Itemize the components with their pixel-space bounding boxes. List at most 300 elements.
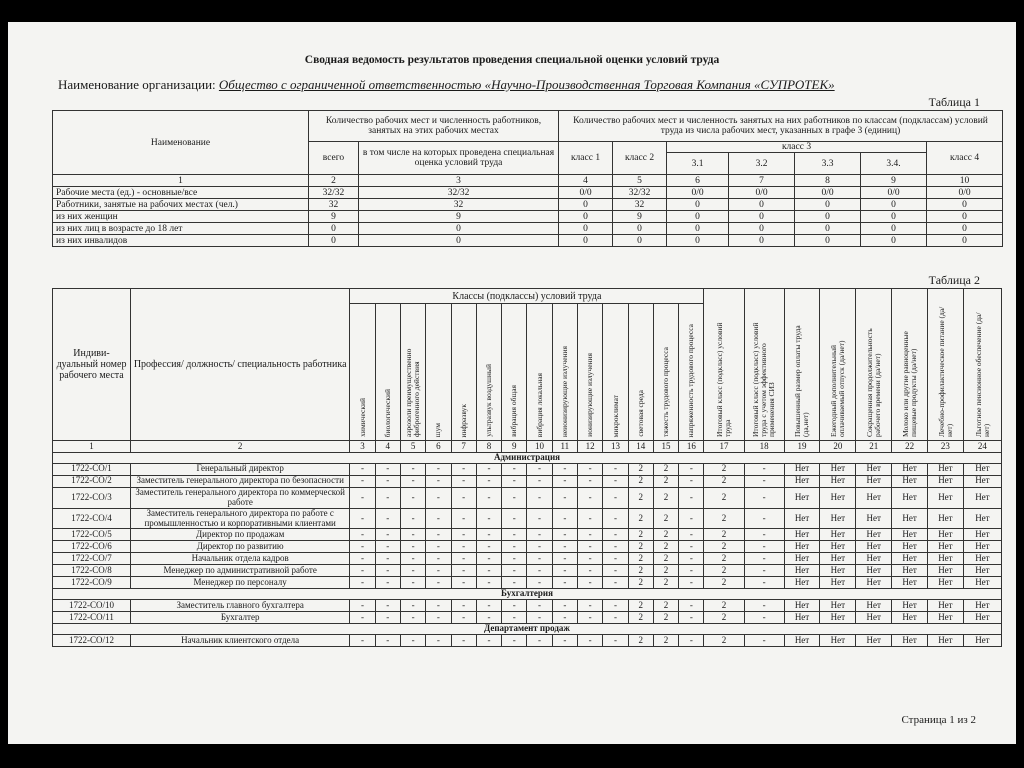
table-row bbox=[53, 577, 1002, 589]
class-cell: - bbox=[400, 577, 425, 589]
class-cell: 2 bbox=[704, 577, 744, 589]
class-cell: Нет bbox=[892, 508, 928, 529]
class-cell: Нет bbox=[856, 612, 892, 624]
class-cell: - bbox=[350, 475, 375, 487]
class-cell: - bbox=[552, 508, 577, 529]
class-cell: - bbox=[375, 541, 400, 553]
workplace-profession: Заместитель главного бухгалтера bbox=[131, 600, 350, 612]
class-cell: - bbox=[476, 565, 501, 577]
t2-col-number: 23 bbox=[927, 441, 963, 453]
t1-cell: 32 bbox=[613, 199, 667, 211]
t1-cell: 0 bbox=[729, 199, 795, 211]
class-cell: - bbox=[679, 508, 704, 529]
t1-col-number: 9 bbox=[861, 175, 927, 187]
table-row bbox=[53, 541, 1002, 553]
t1-header-class3: класс 3 bbox=[667, 142, 927, 153]
t1-cell: 0/0 bbox=[861, 187, 927, 199]
class-cell: Нет bbox=[892, 541, 928, 553]
t1-cell: 32 bbox=[359, 199, 559, 211]
class-cell: Нет bbox=[784, 508, 820, 529]
t1-cell: 0 bbox=[309, 223, 359, 235]
t2-header-profession: Профессия/ должность/ специальность работника bbox=[131, 289, 350, 441]
class-cell: 2 bbox=[704, 541, 744, 553]
class-cell: - bbox=[552, 541, 577, 553]
class-cell: - bbox=[350, 565, 375, 577]
t1-cell: 0 bbox=[927, 223, 1003, 235]
workplace-id: 1722-СО/6 bbox=[53, 541, 131, 553]
table-row bbox=[53, 187, 1003, 199]
t1-cell: 0 bbox=[927, 199, 1003, 211]
class-cell: Нет bbox=[784, 487, 820, 508]
class-cell: Нет bbox=[856, 463, 892, 475]
class-cell: Нет bbox=[784, 635, 820, 647]
class-cell: - bbox=[527, 553, 552, 565]
class-cell: - bbox=[578, 508, 603, 529]
class-cell: - bbox=[426, 600, 451, 612]
t2-header-extra-label: Льготное пенсионное обеспечение (да/нет) bbox=[973, 312, 991, 438]
class-cell: - bbox=[502, 475, 527, 487]
class-cell: - bbox=[502, 487, 527, 508]
class-cell: - bbox=[527, 612, 552, 624]
class-cell: Нет bbox=[892, 577, 928, 589]
class-cell: - bbox=[476, 635, 501, 647]
section-row bbox=[53, 453, 1002, 464]
class-cell: 2 bbox=[653, 553, 678, 565]
class-cell: Нет bbox=[820, 577, 856, 589]
t1-header-class2: класс 2 bbox=[613, 142, 667, 175]
class-cell: Нет bbox=[892, 529, 928, 541]
workplace-id: 1722-СО/7 bbox=[53, 553, 131, 565]
t1-header-class32: 3.2 bbox=[729, 153, 795, 175]
t1-cell: 0 bbox=[667, 199, 729, 211]
t2-header-factor bbox=[350, 304, 375, 441]
class-cell: - bbox=[400, 553, 425, 565]
t1-header-class1: класс 1 bbox=[559, 142, 613, 175]
class-cell: Нет bbox=[927, 475, 963, 487]
t2-header-extra-label: Сокращенная продолжительность рабочего времени (да/нет) bbox=[864, 328, 882, 438]
workplace-profession: Директор по развитию bbox=[131, 541, 350, 553]
t2-col-number: 16 bbox=[679, 441, 704, 453]
class-cell: - bbox=[552, 529, 577, 541]
t2-header-extra bbox=[856, 289, 892, 441]
section-row bbox=[53, 624, 1002, 635]
t2-header-factor-label: микроклимат bbox=[610, 394, 620, 438]
workplace-profession: Начальник отдела кадров bbox=[131, 553, 350, 565]
t1-cell: 0 bbox=[795, 235, 861, 247]
t1-cell: 0 bbox=[795, 211, 861, 223]
class-cell: Нет bbox=[963, 529, 1001, 541]
class-cell: - bbox=[744, 612, 784, 624]
class-cell: - bbox=[578, 635, 603, 647]
class-cell: Нет bbox=[927, 487, 963, 508]
class-cell: - bbox=[744, 635, 784, 647]
t2-col-number: 4 bbox=[375, 441, 400, 453]
class-cell: - bbox=[426, 487, 451, 508]
t2-col-number: 17 bbox=[704, 441, 744, 453]
class-cell: 2 bbox=[704, 635, 744, 647]
class-cell: Нет bbox=[963, 612, 1001, 624]
workplace-profession: Заместитель генерального директора по безопасности bbox=[131, 475, 350, 487]
class-cell: - bbox=[527, 508, 552, 529]
t2-header-extra bbox=[744, 289, 784, 441]
t2-header-extra bbox=[820, 289, 856, 441]
t2-col-number: 21 bbox=[856, 441, 892, 453]
t2-header-factor-label: ультразвук воздушный bbox=[484, 364, 494, 438]
class-cell: - bbox=[375, 487, 400, 508]
class-cell: - bbox=[603, 463, 628, 475]
t1-cell: 32/32 bbox=[613, 187, 667, 199]
class-cell: Нет bbox=[820, 612, 856, 624]
class-cell: - bbox=[502, 577, 527, 589]
class-cell: 2 bbox=[653, 600, 678, 612]
class-cell: 2 bbox=[653, 541, 678, 553]
t2-header-factor bbox=[679, 304, 704, 441]
class-cell: - bbox=[476, 600, 501, 612]
table-row bbox=[53, 223, 1003, 235]
class-cell: - bbox=[502, 553, 527, 565]
table2-label: Таблица 2 bbox=[928, 273, 980, 287]
t2-header-extra bbox=[892, 289, 928, 441]
class-cell: - bbox=[350, 635, 375, 647]
class-cell: - bbox=[603, 635, 628, 647]
class-cell: - bbox=[552, 553, 577, 565]
t1-header-assessed: в том числе на которых проведена специальная оценка условий труда bbox=[359, 142, 559, 175]
t2-col-number: 19 bbox=[784, 441, 820, 453]
class-cell: 2 bbox=[704, 565, 744, 577]
class-cell: 2 bbox=[628, 565, 653, 577]
class-cell: - bbox=[502, 612, 527, 624]
class-cell: Нет bbox=[820, 487, 856, 508]
class-cell: 2 bbox=[628, 635, 653, 647]
class-cell: - bbox=[426, 612, 451, 624]
workplace-profession: Менеджер по административной работе bbox=[131, 565, 350, 577]
class-cell: Нет bbox=[963, 508, 1001, 529]
class-cell: 2 bbox=[628, 508, 653, 529]
t2-header-extra-label: Молоко или другие равноценные пищевые продукты (да/нет) bbox=[900, 331, 918, 438]
class-cell: - bbox=[603, 541, 628, 553]
class-cell: Нет bbox=[856, 577, 892, 589]
class-cell: - bbox=[451, 600, 476, 612]
class-cell: - bbox=[679, 635, 704, 647]
class-cell: - bbox=[451, 541, 476, 553]
class-cell: - bbox=[744, 577, 784, 589]
document-page bbox=[8, 22, 1016, 744]
class-cell: - bbox=[578, 577, 603, 589]
table-row bbox=[53, 235, 1003, 247]
workplace-id: 1722-СО/12 bbox=[53, 635, 131, 647]
t1-cell: 0 bbox=[927, 211, 1003, 223]
class-cell: - bbox=[451, 553, 476, 565]
t2-col-number: 15 bbox=[653, 441, 678, 453]
t2-header-extra-label: Итоговый класс (подкласс) условий труда с учетом эффективного применения СИЗ bbox=[751, 322, 777, 438]
table1-label: Таблица 1 bbox=[928, 95, 980, 109]
class-cell: - bbox=[603, 553, 628, 565]
t2-col-number: 14 bbox=[628, 441, 653, 453]
t1-cell: 0 bbox=[729, 211, 795, 223]
class-cell: - bbox=[603, 565, 628, 577]
class-cell: - bbox=[451, 508, 476, 529]
class-cell: - bbox=[744, 541, 784, 553]
class-cell: 2 bbox=[704, 487, 744, 508]
t1-row-label: Работники, занятые на рабочих местах (чел.) bbox=[53, 199, 309, 211]
t1-cell: 9 bbox=[613, 211, 667, 223]
workplace-id: 1722-СО/2 bbox=[53, 475, 131, 487]
class-cell: - bbox=[502, 600, 527, 612]
table-row bbox=[53, 529, 1002, 541]
workplace-profession: Заместитель генерального директора по коммерческой работе bbox=[131, 487, 350, 508]
class-cell: - bbox=[400, 475, 425, 487]
class-cell: - bbox=[426, 529, 451, 541]
table-row bbox=[53, 475, 1002, 487]
class-cell: Нет bbox=[820, 635, 856, 647]
t2-header-factor bbox=[400, 304, 425, 441]
class-cell: - bbox=[552, 577, 577, 589]
t1-cell: 0 bbox=[559, 211, 613, 223]
class-cell: - bbox=[578, 612, 603, 624]
t1-cell: 0/0 bbox=[795, 187, 861, 199]
t2-header-extra bbox=[963, 289, 1001, 441]
class-cell: - bbox=[375, 577, 400, 589]
t2-col-number: 13 bbox=[603, 441, 628, 453]
t2-col-number: 24 bbox=[963, 441, 1001, 453]
class-cell: - bbox=[527, 487, 552, 508]
class-cell: 2 bbox=[653, 612, 678, 624]
class-cell: - bbox=[527, 577, 552, 589]
table-row bbox=[53, 508, 1002, 529]
t2-header-extra bbox=[927, 289, 963, 441]
t1-col-number: 2 bbox=[309, 175, 359, 187]
class-cell: - bbox=[375, 635, 400, 647]
t1-header-classes: Количество рабочих мест и численность занятых на них работников по классам (подклассам) условий труда из числа рабочих мест, указанных в графе 3 (единиц) bbox=[559, 111, 1003, 142]
class-cell: - bbox=[578, 487, 603, 508]
section-title: Департамент продаж bbox=[53, 624, 1002, 635]
t2-header-factor-label: химический bbox=[357, 398, 367, 438]
class-cell: - bbox=[400, 612, 425, 624]
t1-cell: 0 bbox=[861, 235, 927, 247]
class-cell: - bbox=[744, 475, 784, 487]
class-cell: - bbox=[476, 541, 501, 553]
class-cell: - bbox=[527, 463, 552, 475]
class-cell: - bbox=[451, 475, 476, 487]
class-cell: - bbox=[400, 635, 425, 647]
class-cell: Нет bbox=[892, 475, 928, 487]
class-cell: - bbox=[400, 600, 425, 612]
t2-header-factor-label: аэрозоли преимущественно фиброгенного действия bbox=[404, 348, 422, 438]
class-cell: Нет bbox=[927, 565, 963, 577]
class-cell: - bbox=[426, 541, 451, 553]
t2-header-classes: Классы (подклассы) условий труда bbox=[350, 289, 704, 304]
class-cell: Нет bbox=[820, 475, 856, 487]
t1-col-number: 5 bbox=[613, 175, 667, 187]
t1-row-label: из них лиц в возрасте до 18 лет bbox=[53, 223, 309, 235]
class-cell: - bbox=[578, 463, 603, 475]
class-cell: - bbox=[527, 635, 552, 647]
class-cell: 2 bbox=[653, 529, 678, 541]
class-cell: Нет bbox=[784, 565, 820, 577]
class-cell: - bbox=[603, 475, 628, 487]
class-cell: - bbox=[578, 541, 603, 553]
class-cell: Нет bbox=[856, 553, 892, 565]
t2-header-factor-label: ионизирующие излучения bbox=[585, 353, 595, 438]
class-cell: - bbox=[603, 600, 628, 612]
t1-cell: 32/32 bbox=[359, 187, 559, 199]
class-cell: 2 bbox=[628, 487, 653, 508]
class-cell: Нет bbox=[963, 475, 1001, 487]
class-cell: - bbox=[476, 553, 501, 565]
class-cell: 2 bbox=[704, 529, 744, 541]
t1-header-class31: 3.1 bbox=[667, 153, 729, 175]
class-cell: - bbox=[744, 600, 784, 612]
class-cell: Нет bbox=[856, 475, 892, 487]
t1-col-number: 8 bbox=[795, 175, 861, 187]
t2-header-factor-label: инфразвук bbox=[458, 403, 468, 438]
section-title: Бухгалтерия bbox=[53, 589, 1002, 600]
t1-header-total: всего bbox=[309, 142, 359, 175]
class-cell: - bbox=[603, 529, 628, 541]
workplace-id: 1722-СО/1 bbox=[53, 463, 131, 475]
class-cell: - bbox=[426, 475, 451, 487]
class-cell: - bbox=[502, 541, 527, 553]
class-cell: - bbox=[552, 463, 577, 475]
t1-cell: 0 bbox=[559, 223, 613, 235]
t2-header-factor-label: напряженность трудового процесса bbox=[686, 323, 696, 438]
t2-header-factor bbox=[451, 304, 476, 441]
class-cell: 2 bbox=[704, 612, 744, 624]
t1-row-label: из них инвалидов bbox=[53, 235, 309, 247]
class-cell: - bbox=[426, 635, 451, 647]
class-cell: - bbox=[679, 600, 704, 612]
class-cell: - bbox=[502, 463, 527, 475]
class-cell: - bbox=[400, 529, 425, 541]
class-cell: - bbox=[476, 463, 501, 475]
class-cell: Нет bbox=[892, 600, 928, 612]
class-cell: Нет bbox=[820, 553, 856, 565]
t1-col-number: 1 bbox=[53, 175, 309, 187]
t1-cell: 0 bbox=[729, 235, 795, 247]
t1-header-name: Наименование bbox=[53, 111, 309, 175]
class-cell: Нет bbox=[927, 612, 963, 624]
class-cell: 2 bbox=[704, 508, 744, 529]
class-cell: - bbox=[476, 487, 501, 508]
class-cell: - bbox=[375, 553, 400, 565]
class-cell: - bbox=[744, 553, 784, 565]
class-cell: Нет bbox=[820, 463, 856, 475]
table-row bbox=[53, 487, 1002, 508]
t2-col-number: 10 bbox=[527, 441, 552, 453]
class-cell: Нет bbox=[963, 565, 1001, 577]
class-cell: - bbox=[552, 487, 577, 508]
document-title: Сводная ведомость результатов проведения специальной оценки условий труда bbox=[304, 54, 720, 66]
table-row bbox=[53, 612, 1002, 624]
t1-header-class34: 3.4. bbox=[861, 153, 927, 175]
t1-col-number: 4 bbox=[559, 175, 613, 187]
class-cell: - bbox=[679, 487, 704, 508]
table-row bbox=[53, 463, 1002, 475]
t2-col-number: 1 bbox=[53, 441, 131, 453]
class-cell: Нет bbox=[820, 541, 856, 553]
t2-col-number: 5 bbox=[400, 441, 425, 453]
class-cell: Нет bbox=[963, 541, 1001, 553]
table-row bbox=[53, 635, 1002, 647]
class-cell: Нет bbox=[927, 529, 963, 541]
class-cell: - bbox=[375, 600, 400, 612]
class-cell: 2 bbox=[628, 529, 653, 541]
workplace-profession: Бухгалтер bbox=[131, 612, 350, 624]
class-cell: - bbox=[476, 577, 501, 589]
class-cell: 2 bbox=[704, 475, 744, 487]
class-cell: - bbox=[527, 541, 552, 553]
t1-cell: 0/0 bbox=[667, 187, 729, 199]
class-cell: Нет bbox=[784, 529, 820, 541]
class-cell: - bbox=[744, 463, 784, 475]
t2-header-factor bbox=[628, 304, 653, 441]
class-cell: - bbox=[552, 565, 577, 577]
t2-col-number: 6 bbox=[426, 441, 451, 453]
class-cell: - bbox=[400, 463, 425, 475]
class-cell: - bbox=[451, 487, 476, 508]
class-cell: Нет bbox=[892, 463, 928, 475]
class-cell: - bbox=[502, 529, 527, 541]
t1-cell: 0/0 bbox=[729, 187, 795, 199]
class-cell: - bbox=[375, 508, 400, 529]
organization-label: Наименование организации: bbox=[58, 77, 216, 92]
class-cell: Нет bbox=[963, 577, 1001, 589]
class-cell: - bbox=[552, 635, 577, 647]
class-cell: Нет bbox=[820, 508, 856, 529]
t1-header-class33: 3.3 bbox=[795, 153, 861, 175]
class-cell: 2 bbox=[628, 541, 653, 553]
class-cell: Нет bbox=[963, 463, 1001, 475]
t2-header-extra-label: Итоговый класс (подкласс) условий труда bbox=[715, 322, 733, 438]
t2-header-factor bbox=[603, 304, 628, 441]
class-cell: - bbox=[451, 612, 476, 624]
class-cell: - bbox=[426, 577, 451, 589]
class-cell: - bbox=[426, 565, 451, 577]
class-cell: - bbox=[679, 553, 704, 565]
table-row bbox=[53, 600, 1002, 612]
t1-row-label: Рабочие места (ед.) - основные/все bbox=[53, 187, 309, 199]
class-cell: Нет bbox=[892, 565, 928, 577]
class-cell: - bbox=[603, 508, 628, 529]
class-cell: 2 bbox=[628, 553, 653, 565]
class-cell: Нет bbox=[892, 612, 928, 624]
class-cell: - bbox=[603, 612, 628, 624]
t1-cell: 9 bbox=[359, 211, 559, 223]
class-cell: - bbox=[502, 635, 527, 647]
class-cell: Нет bbox=[927, 577, 963, 589]
section-title: Администрация bbox=[53, 453, 1002, 464]
class-cell: 2 bbox=[628, 577, 653, 589]
t2-col-number: 8 bbox=[476, 441, 501, 453]
t1-col-number: 7 bbox=[729, 175, 795, 187]
class-cell: 2 bbox=[653, 577, 678, 589]
class-cell: - bbox=[400, 541, 425, 553]
workplace-id: 1722-СО/9 bbox=[53, 577, 131, 589]
class-cell: 2 bbox=[628, 475, 653, 487]
class-cell: Нет bbox=[927, 463, 963, 475]
t1-cell: 0 bbox=[667, 235, 729, 247]
class-cell: - bbox=[476, 612, 501, 624]
page-counter: Страница 1 из 2 bbox=[901, 714, 976, 726]
class-cell: Нет bbox=[927, 541, 963, 553]
class-cell: - bbox=[527, 565, 552, 577]
t1-cell: 0 bbox=[559, 199, 613, 211]
t1-cell: 0 bbox=[359, 223, 559, 235]
class-cell: - bbox=[744, 529, 784, 541]
t2-header-id: Индиви-дуальный номер рабочего места bbox=[53, 289, 131, 441]
class-cell: Нет bbox=[927, 508, 963, 529]
t1-row-label: из них женщин bbox=[53, 211, 309, 223]
